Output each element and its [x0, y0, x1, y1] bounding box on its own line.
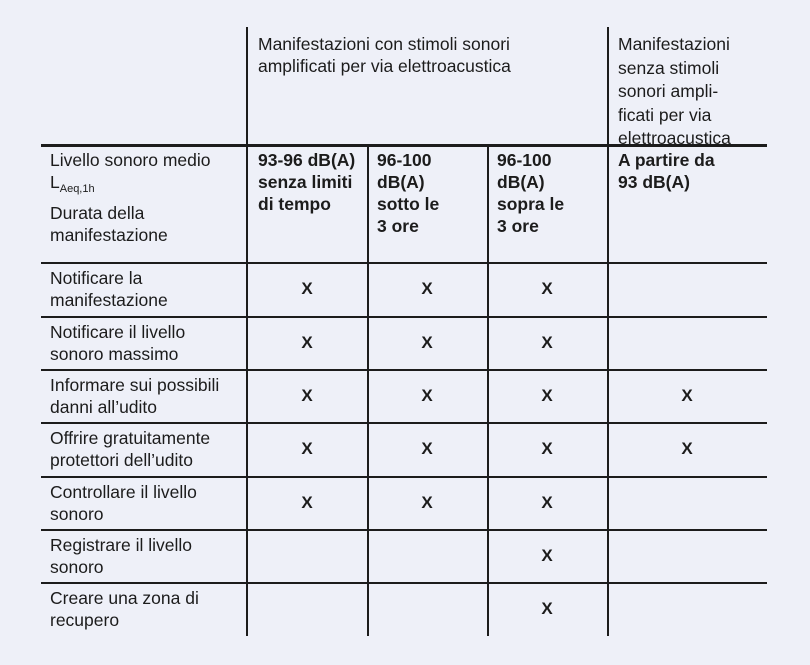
check-mark: X	[301, 492, 313, 512]
row-rule	[41, 582, 767, 584]
row-rule	[41, 316, 767, 318]
row-label	[50, 321, 185, 365]
col-header-line: 96-100	[497, 150, 552, 170]
row-rule	[41, 369, 767, 371]
header-not-amplified-line: sonori ampli-	[618, 81, 719, 101]
row-label-line: manifestazione	[50, 290, 168, 310]
col-header-line: senza limiti	[258, 172, 353, 192]
row-label	[50, 587, 199, 631]
col-header-line: 93-96 dB(A)	[258, 150, 356, 170]
col-header-line: di tempo	[258, 194, 331, 214]
header-amplified-line: Manifestazioni con stimoli sonori	[258, 34, 510, 54]
check-mark: X	[681, 385, 693, 405]
row-label-line: sonoro	[50, 504, 104, 524]
col-header-3	[497, 149, 564, 237]
row-label	[50, 534, 192, 578]
check-mark: X	[681, 439, 693, 458]
col-divider-1	[367, 146, 369, 636]
row-label-line: protettori dell’udito	[50, 450, 193, 470]
check-mark: X	[421, 439, 433, 458]
row-label	[50, 481, 197, 525]
col-divider-label	[246, 27, 248, 636]
row-label	[50, 427, 210, 471]
check-mark: X	[301, 439, 313, 458]
row-label-line: sonoro massimo	[50, 344, 179, 364]
row-label	[50, 374, 219, 418]
check-mark: X	[421, 385, 433, 405]
row-label	[50, 267, 168, 311]
check-mark: X	[541, 332, 553, 352]
laeq-symbol	[50, 171, 211, 196]
col-header-2	[377, 149, 439, 237]
row-rule	[41, 262, 767, 264]
level-label: Livello sonoro medio	[50, 150, 211, 170]
col-header-line: sotto le	[377, 194, 440, 214]
laeq-letter: L	[50, 172, 60, 192]
duration-label: Durata della	[50, 203, 145, 223]
col-header-line: 96-100	[377, 150, 432, 170]
check-mark: X	[421, 492, 433, 512]
row-label-line: Notificare il livello	[50, 322, 186, 342]
row-label-line: Offrire gratuitamente	[50, 428, 211, 448]
check-mark: X	[541, 492, 553, 512]
row-rule	[41, 476, 767, 478]
col-header-line: sopra le	[497, 194, 565, 214]
col-divider-2	[487, 146, 489, 636]
col-divider-group	[607, 27, 609, 636]
check-mark: X	[541, 599, 553, 618]
row-label-line: danni all’udito	[50, 397, 158, 417]
row-label-line: Creare una zona di	[50, 588, 199, 608]
check-mark: X	[421, 332, 433, 352]
check-mark: X	[541, 439, 553, 458]
check-mark: X	[541, 279, 553, 298]
row-label-line: sonoro	[50, 557, 104, 577]
header-not-amplified	[618, 33, 731, 151]
col-header-line: 3 ore	[497, 216, 539, 236]
duration-label: manifestazione	[50, 225, 168, 245]
check-mark: X	[421, 279, 433, 298]
header-amplified	[258, 33, 511, 77]
header-not-amplified-line: ficati per via	[618, 104, 712, 125]
header-not-amplified-line: senza stimoli	[618, 57, 720, 78]
col-header-1	[258, 149, 355, 215]
check-mark: X	[301, 332, 313, 352]
row-label-line: recupero	[50, 610, 120, 630]
laeq-subscript: Aeq,1h	[59, 183, 95, 195]
row-label-line: Informare sui possibili	[50, 375, 220, 395]
row-label-line: Registrare il livello	[50, 535, 192, 555]
header-not-amplified-line: elettroacustica	[618, 128, 731, 148]
header-amplified-line: amplificati per via elettroacustica	[258, 56, 511, 76]
row-rule	[41, 422, 767, 424]
col-header-line: dB(A)	[377, 172, 425, 192]
row-label-header	[50, 149, 211, 246]
row-rule	[41, 529, 767, 531]
check-mark: X	[541, 385, 553, 405]
col-header-line: A partire da	[618, 150, 715, 170]
check-mark: X	[301, 279, 313, 298]
row-label-line: Notificare la	[50, 268, 143, 288]
check-mark: X	[301, 385, 313, 405]
col-header-line: 3 ore	[377, 216, 419, 236]
col-header-line: 93 dB(A)	[618, 172, 690, 192]
header-not-amplified-line: Manifestazioni	[618, 34, 730, 54]
check-mark: X	[541, 545, 553, 565]
row-label-line: Controllare il livello	[50, 482, 197, 502]
col-header-4	[618, 149, 715, 193]
col-header-line: dB(A)	[497, 172, 545, 192]
